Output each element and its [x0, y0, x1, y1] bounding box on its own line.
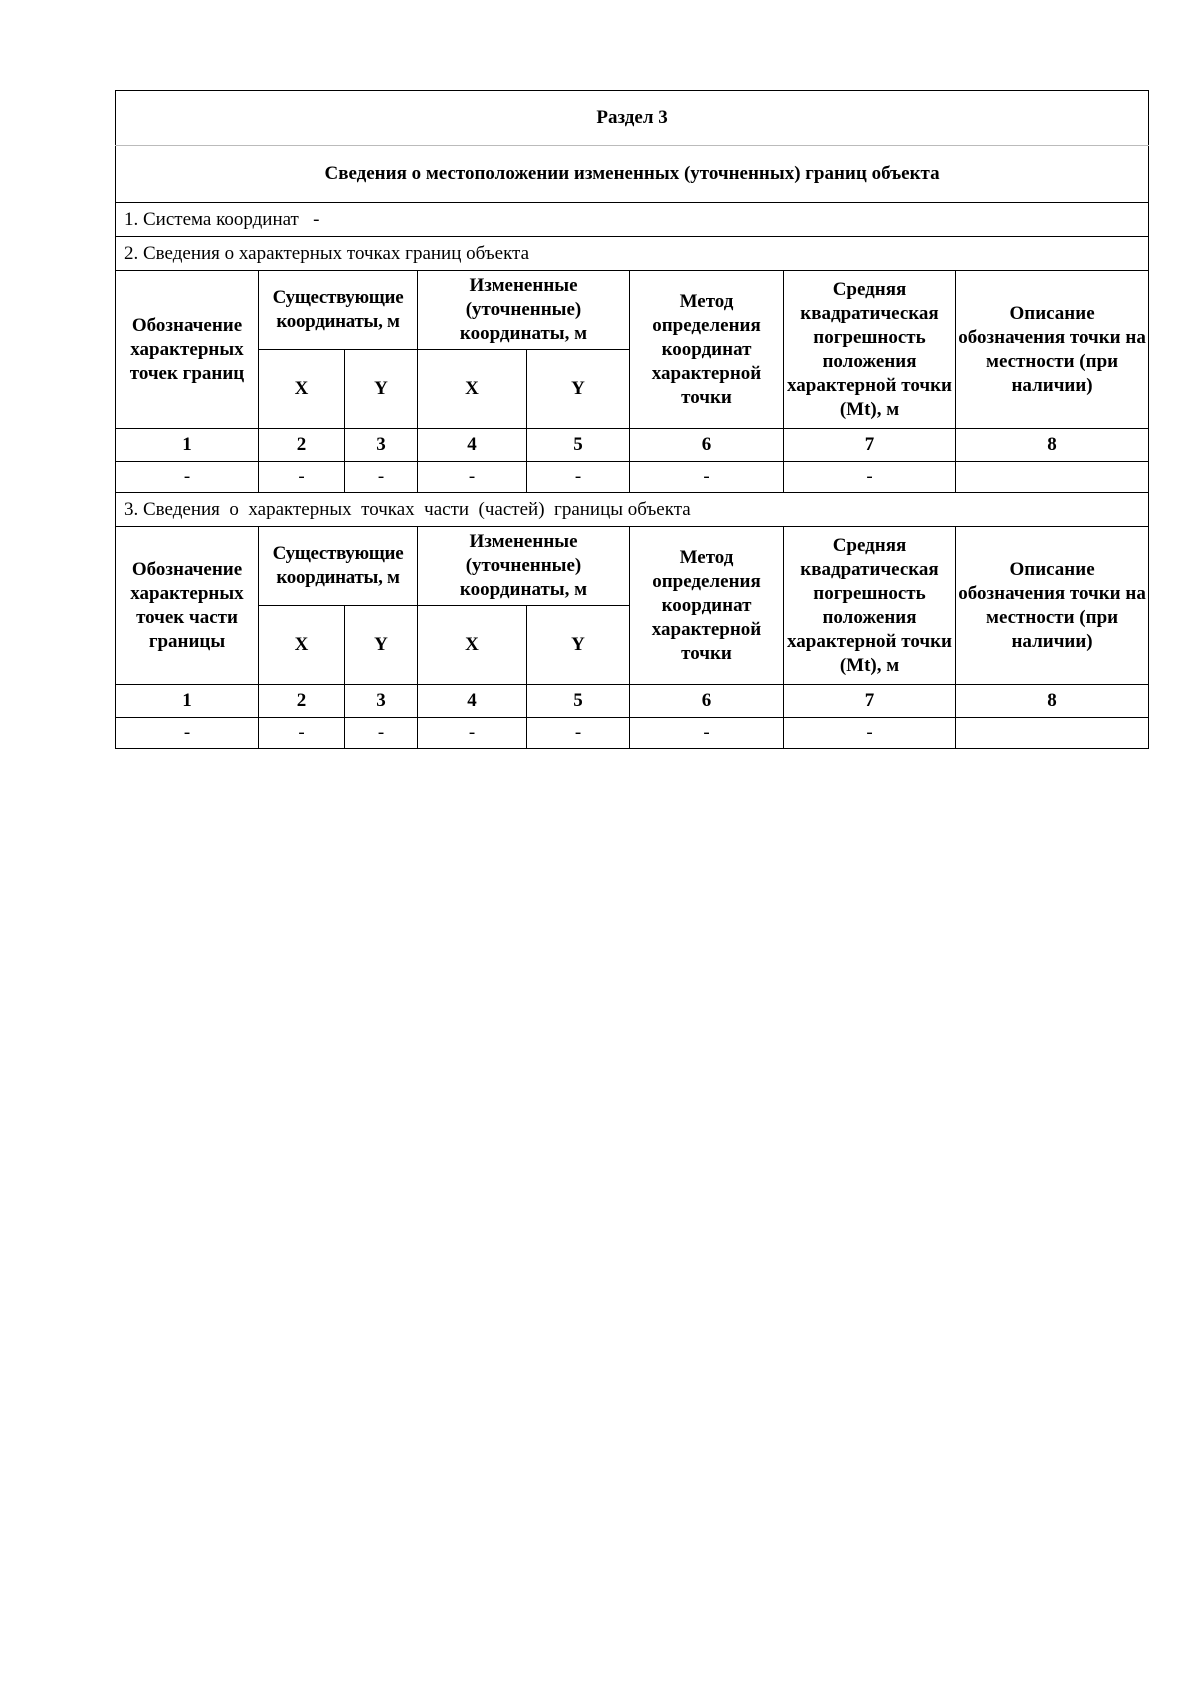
table2-header-changed: Измененные (уточненные) координаты, м: [418, 527, 630, 606]
table2-header-description: Описание обозначения точки на местности (при наличии): [956, 527, 1149, 685]
column-number: 3: [345, 429, 418, 462]
table-cell: -: [116, 462, 259, 493]
table-cell: -: [527, 462, 630, 493]
coord-system-row: [116, 203, 1149, 237]
column-number: 3: [345, 685, 418, 718]
table2-header-y-existing: Y: [345, 606, 418, 685]
table1-header-method: Метод определения координат характерной точки: [630, 271, 784, 429]
coord-system-value: -: [313, 208, 320, 230]
table-cell: -: [116, 718, 259, 749]
column-number: 1: [116, 685, 259, 718]
table1-header-designation: Обозначение характерных точек границ: [116, 271, 259, 429]
table2-header-x-existing: X: [259, 606, 345, 685]
table-cell: -: [418, 718, 527, 749]
table1-header-existing: Существующие координаты, м: [259, 271, 418, 350]
column-number: 8: [956, 685, 1149, 718]
table-cell: -: [784, 462, 956, 493]
table2-header-error: Средняя квадратическая погрешность положения характерной точки (Mt), м: [784, 527, 956, 685]
table1-header-y-existing: Y: [345, 350, 418, 429]
table2-header-designation: Обозначение характерных точек части границы: [116, 527, 259, 685]
table-cell: -: [345, 718, 418, 749]
table-cell: -: [527, 718, 630, 749]
table2-column-numbers-row: [116, 685, 1149, 718]
section-table: [115, 90, 1149, 749]
column-number: 4: [418, 685, 527, 718]
table2-header-method: Метод определения координат характерной точки: [630, 527, 784, 685]
table-cell: -: [345, 462, 418, 493]
column-number: 7: [784, 685, 956, 718]
table1-header-x-changed: X: [418, 350, 527, 429]
table-cell: -: [630, 718, 784, 749]
table-cell: -: [259, 718, 345, 749]
table-cell: -: [630, 462, 784, 493]
table1-column-numbers-row: [116, 429, 1149, 462]
section-title: Раздел 3: [116, 91, 1149, 146]
table2-header-x-changed: X: [418, 606, 527, 685]
table-cell: -: [418, 462, 527, 493]
column-number: 2: [259, 685, 345, 718]
column-number: 4: [418, 429, 527, 462]
section-subtitle: Сведения о местоположении измененных (уточненных) границ объекта: [116, 146, 1149, 203]
column-number: 8: [956, 429, 1149, 462]
table2-header-existing: Существующие координаты, м: [259, 527, 418, 606]
table-cell: -: [259, 462, 345, 493]
column-number: 7: [784, 429, 956, 462]
table1-header-y-changed: Y: [527, 350, 630, 429]
table2-header-y-changed: Y: [527, 606, 630, 685]
column-number: 2: [259, 429, 345, 462]
coord-system-label: 1. Система координат: [124, 208, 299, 230]
table1-header-error: Средняя квадратическая погрешность положения характерной точки (Mt), м: [784, 271, 956, 429]
table-cell: [956, 718, 1149, 749]
table2-row: [116, 718, 1149, 749]
column-number: 5: [527, 429, 630, 462]
document-page: [115, 90, 1148, 749]
table1-row: [116, 462, 1149, 493]
table1-header-x-existing: X: [259, 350, 345, 429]
table1-header-description: Описание обозначения точки на местности (при наличии): [956, 271, 1149, 429]
column-number: 5: [527, 685, 630, 718]
column-number: 6: [630, 429, 784, 462]
table2-caption: 3. Сведения о характерных точках части (частей) границы объекта: [116, 493, 1149, 527]
column-number: 6: [630, 685, 784, 718]
table1-header-changed: Измененные (уточненные) координаты, м: [418, 271, 630, 350]
column-number: 1: [116, 429, 259, 462]
table-cell: -: [784, 718, 956, 749]
table-cell: [956, 462, 1149, 493]
table1-caption: 2. Сведения о характерных точках границ объекта: [116, 237, 1149, 271]
